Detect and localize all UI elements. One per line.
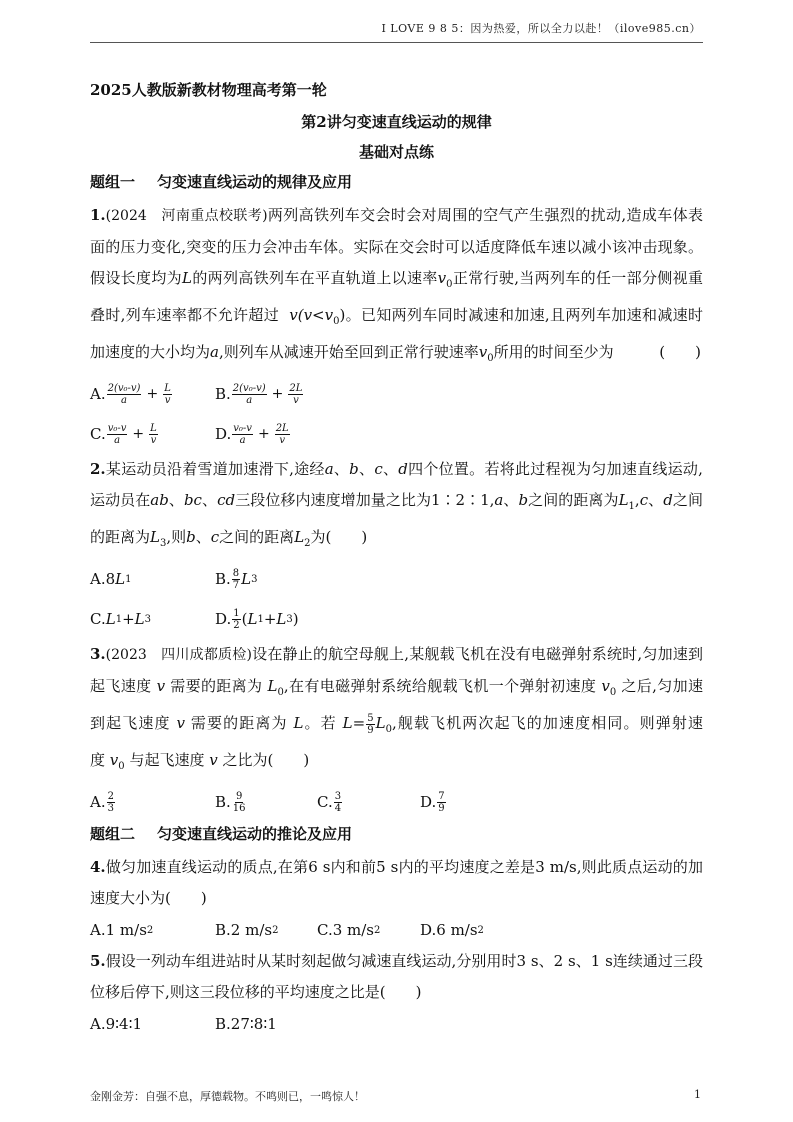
fraction [149,423,158,446]
question-text: 。若 [303,714,337,732]
option-letter: D. [215,425,232,443]
q5-option-b[interactable]: B.27∶8∶1 [215,1015,277,1033]
header-divider [90,42,703,43]
subscript: 3 [144,613,151,625]
superscript: 2 [272,924,279,936]
condition-end: ) [339,306,346,324]
sep: , [634,491,640,509]
numerator: v₀-v [107,422,127,434]
var: b [349,460,359,478]
question-text: 。已知两列车同时减速和加速,且两列车加速和减速时加速度的大小均为 [90,306,703,361]
subscript: 1 [125,573,132,585]
var: b [186,528,196,546]
question-text: 之间的距离为 [528,491,619,509]
sep: 、 [358,460,375,478]
superscript: 2 [374,924,381,936]
var: v [601,677,610,695]
option-letter: B. [215,793,231,811]
group-2-name: 匀变速直线运动的推论及应用 [157,825,353,843]
sep: 、 [333,460,350,478]
lesson-title: 第2讲匀变速直线运动的规律 [301,113,492,131]
subscript: 0 [277,687,284,698]
q3-options [90,782,703,822]
var: d [398,460,408,478]
q1-option-c[interactable] [90,423,215,446]
q4-option-b[interactable] [215,921,317,939]
option-letter: B. [215,570,231,588]
option-letter: D. [215,610,232,628]
question-text: 两列高铁列车交会时会对周围的空气产生强烈的扰动,造成车体表面的压力变化,突变的压力会冲击车体。实际在交会时可以适度降低车速以减小该冲击现象。假设长度均为 [90,206,703,287]
subscript: 2 [304,538,311,549]
plus-sign: + [271,386,284,402]
numerator: 2(v₀-v) [107,382,141,394]
var: c [639,491,649,509]
question-text: 为( ) [310,528,368,546]
subscript: 3 [251,573,258,585]
var: L [241,570,252,588]
question-number: 1. [90,206,106,224]
denominator: 7 [232,579,240,591]
q1-option-d[interactable] [215,423,291,446]
page-number: 1 [694,1088,701,1101]
question-text: 三段位移内速度增加量之比为1∶2∶1, [235,491,495,509]
lesson-subtitle: 基础对点练 [358,143,434,161]
superscript: 2 [146,924,154,936]
subscript: 1 [628,501,635,512]
denominator: a [121,394,128,406]
var: cd [217,491,236,509]
sep: 、 [201,491,218,509]
question-text: 与起飞速度 [129,751,205,769]
plus-sign: + [263,610,277,628]
var: L [293,714,304,732]
sep: 、 [503,491,519,509]
fraction [334,791,342,814]
subscript: 0 [487,353,494,364]
var: L [342,714,353,732]
question-text: 某运动员沿着雪道加速滑下,途经 [105,460,325,478]
numerator: 7 [438,790,445,802]
numerator: v₀-v [233,422,252,434]
question-source: (2023 四川成都质检) [105,647,252,663]
var: bc [183,491,202,509]
var: L [276,610,287,628]
var: L [105,610,116,628]
denominator: 4 [334,802,342,814]
question-text: 的两列高铁列车在平直轨道上以速率 [191,269,438,287]
question-1 [90,200,703,374]
var-v0: v [478,343,488,361]
numerator: 8 [232,567,240,579]
numerator: 2L [289,382,303,394]
option-text: C.3 m/s [317,921,374,939]
plus-sign: + [122,610,135,628]
q3-option-d[interactable] [420,791,447,814]
numerator: 2 [107,790,114,802]
var: L [134,610,145,628]
question-number: 2. [90,460,106,478]
fraction [107,791,115,814]
question-text: 做匀加速直线运动的质点,在第6 s内和前5 s内的平均速度之差是3 m/s,则此质点运动的加速度大小为( ) [90,858,703,907]
q2-option-b[interactable] [215,568,258,591]
q4-option-a[interactable] [90,921,215,939]
document-title: 2025人教版新教材物理高考第一轮 [90,81,327,99]
denominator: 2 [233,619,240,631]
question-text: ,在有电磁弹射系统给舰载飞机一个弹射初速度 [283,677,597,695]
fraction [288,383,303,406]
fraction [437,791,445,814]
option-letter: D. [420,793,437,811]
var-a: a [210,343,219,361]
subscript: 1 [257,613,264,625]
denominator: v [150,434,157,446]
sep: 、 [195,528,211,546]
q2-option-a[interactable] [90,570,215,588]
document-body [90,80,703,1040]
condition: v(v<v [289,306,334,324]
plus-sign: + [146,386,159,402]
question-text: 之间的距离为 [90,491,703,546]
superscript: 2 [477,924,484,936]
var: L [294,528,305,546]
subscript: 0 [609,687,617,698]
fraction [163,383,172,406]
group-1-label: 题组一 [90,173,136,191]
question-3 [90,639,703,782]
var: b [518,491,529,509]
numerator: 9 [235,790,243,802]
denominator: v [279,434,286,446]
var: d [663,491,673,509]
option-text: A.8 [90,570,116,588]
q4-option-c[interactable] [317,921,420,939]
question-text: 之比为( ) [222,751,310,769]
question-text: 四个位置。若将此过程视为匀加速直线运动,运动员在 [90,460,703,509]
subscript: 3 [286,613,293,625]
var: v [209,751,218,769]
question-4 [90,852,703,914]
fraction [275,423,290,446]
sep: 、 [648,491,664,509]
var: ab [150,491,169,509]
option-text: A.1 m/s [90,921,147,939]
q5-option-a[interactable]: A.9∶4∶1 [90,1015,143,1033]
answer-paren: ( ) [659,343,701,361]
var: L [267,677,278,695]
question-number: 3. [90,645,106,663]
numerator: 2L [275,422,289,434]
question-text: 假设一列动车组进站时从某时刻起做匀减速直线运动,分别用时3 s、2 s、1 s连续通过三段位移后停下,则这三段位移的平均速度之比是( ) [90,952,703,1001]
fraction [232,423,253,446]
question-2 [90,454,703,559]
var: v [109,751,119,769]
question-number: 5. [90,952,106,970]
var: L [115,570,126,588]
var: a [494,491,504,509]
q1-option-b[interactable] [215,383,304,406]
denominator: 9 [367,724,374,736]
paren: ( [241,610,248,628]
q3-option-c[interactable] [317,791,420,814]
sep: 、 [168,491,184,509]
numerator: 2(v₀-v) [232,382,266,394]
paren: ) [292,610,299,628]
option-letter: A. [90,385,106,403]
q3-option-a[interactable] [90,791,215,814]
q2-option-d[interactable] [215,608,299,631]
denominator: a [239,434,246,446]
question-text: 所用的时间至少为 [493,343,614,361]
fraction [107,383,142,406]
group-1-heading [90,172,703,192]
denominator: 3 [107,802,114,814]
option-letter: C. [90,425,106,443]
var: L [247,610,258,628]
option-text: B.2 m/s [215,921,273,939]
denominator: a [114,434,121,446]
fraction [366,713,374,736]
question-text: 正常行驶,当两列车的任一部分侧视重叠时,列车速率都不允许超过 [90,269,703,324]
fraction [232,568,240,591]
subscript: 3 [159,538,167,549]
numerator: 5 [367,712,374,724]
question-text: 之间的距离 [219,528,295,546]
var: v [156,677,166,695]
denominator: v [164,394,171,406]
q5-options [90,1008,703,1040]
plus-sign: + [257,426,270,442]
sep: 、 [382,460,399,478]
q1-options-row-1 [90,374,703,414]
question-5 [90,946,703,1008]
option-text: D.6 m/s [420,921,478,939]
q2-options-row-2 [90,599,703,639]
option-letter: C. [90,610,106,628]
group-2-label: 题组二 [90,825,136,843]
denominator: a [246,394,253,406]
var: c [374,460,383,478]
var-L: L [182,269,192,287]
q1-option-a[interactable] [90,383,215,406]
question-text: ,舰载飞机两次起飞的加速度相同。则弹射速度 [90,714,703,769]
var-v0: v [437,269,447,287]
fraction [232,791,247,814]
var: L [150,528,160,546]
equals: = [352,714,366,732]
subscript: 0 [118,761,125,772]
q4-option-d[interactable] [420,921,484,939]
question-text: 需要的距离为 [170,677,263,695]
var: a [324,460,334,478]
question-text: ,则列车从减速开始至回到正常行驶速率 [218,343,479,361]
denominator: v [293,394,299,406]
q3-option-b[interactable] [215,791,317,814]
subscript: 0 [446,279,453,290]
question-text: 需要的距离为 [190,714,288,732]
question-text: ,则 [166,528,187,546]
plus-sign: + [132,426,145,442]
question-text: 设在静止的航空母舰上,某舰载飞机在没有电磁弹射系统时,匀加速到起飞速度 [90,645,703,695]
subscript: 1 [115,613,123,625]
fraction [232,383,267,406]
var: v [176,714,185,732]
group-2-heading [90,824,703,844]
numerator: L [164,382,171,394]
var: L [375,714,386,732]
q4-options [90,914,703,946]
q2-option-c[interactable] [90,610,215,628]
var: L [618,491,629,509]
question-text: 之后,匀加速到起飞速度 [90,677,703,732]
q2-options-row-1 [90,559,703,599]
option-letter: A. [90,793,106,811]
page-header: I LOVE 9 8 5：因为热爱，所以全力以赴！（ilove985.cn） [381,22,701,35]
fraction [232,608,240,631]
question-source: (2024 河南重点校联考) [105,208,268,224]
group-1-name: 匀变速直线运动的规律及应用 [157,173,353,191]
numerator: 3 [334,790,342,802]
subscript: 0 [333,316,340,327]
q1-options-row-2 [90,414,703,454]
numerator: L [150,422,157,434]
numerator: 1 [233,607,240,619]
option-letter: B. [215,385,231,403]
question-number: 4. [90,858,106,876]
option-letter: C. [317,793,333,811]
var: c [210,528,220,546]
fraction [107,423,128,446]
denominator: 9 [438,802,445,814]
subscript: 0 [385,724,392,735]
page-footer-motto: 金刚金芳：自强不息，厚德载物。不鸣则已，一鸣惊人！ [90,1090,365,1103]
denominator: 16 [232,802,246,814]
